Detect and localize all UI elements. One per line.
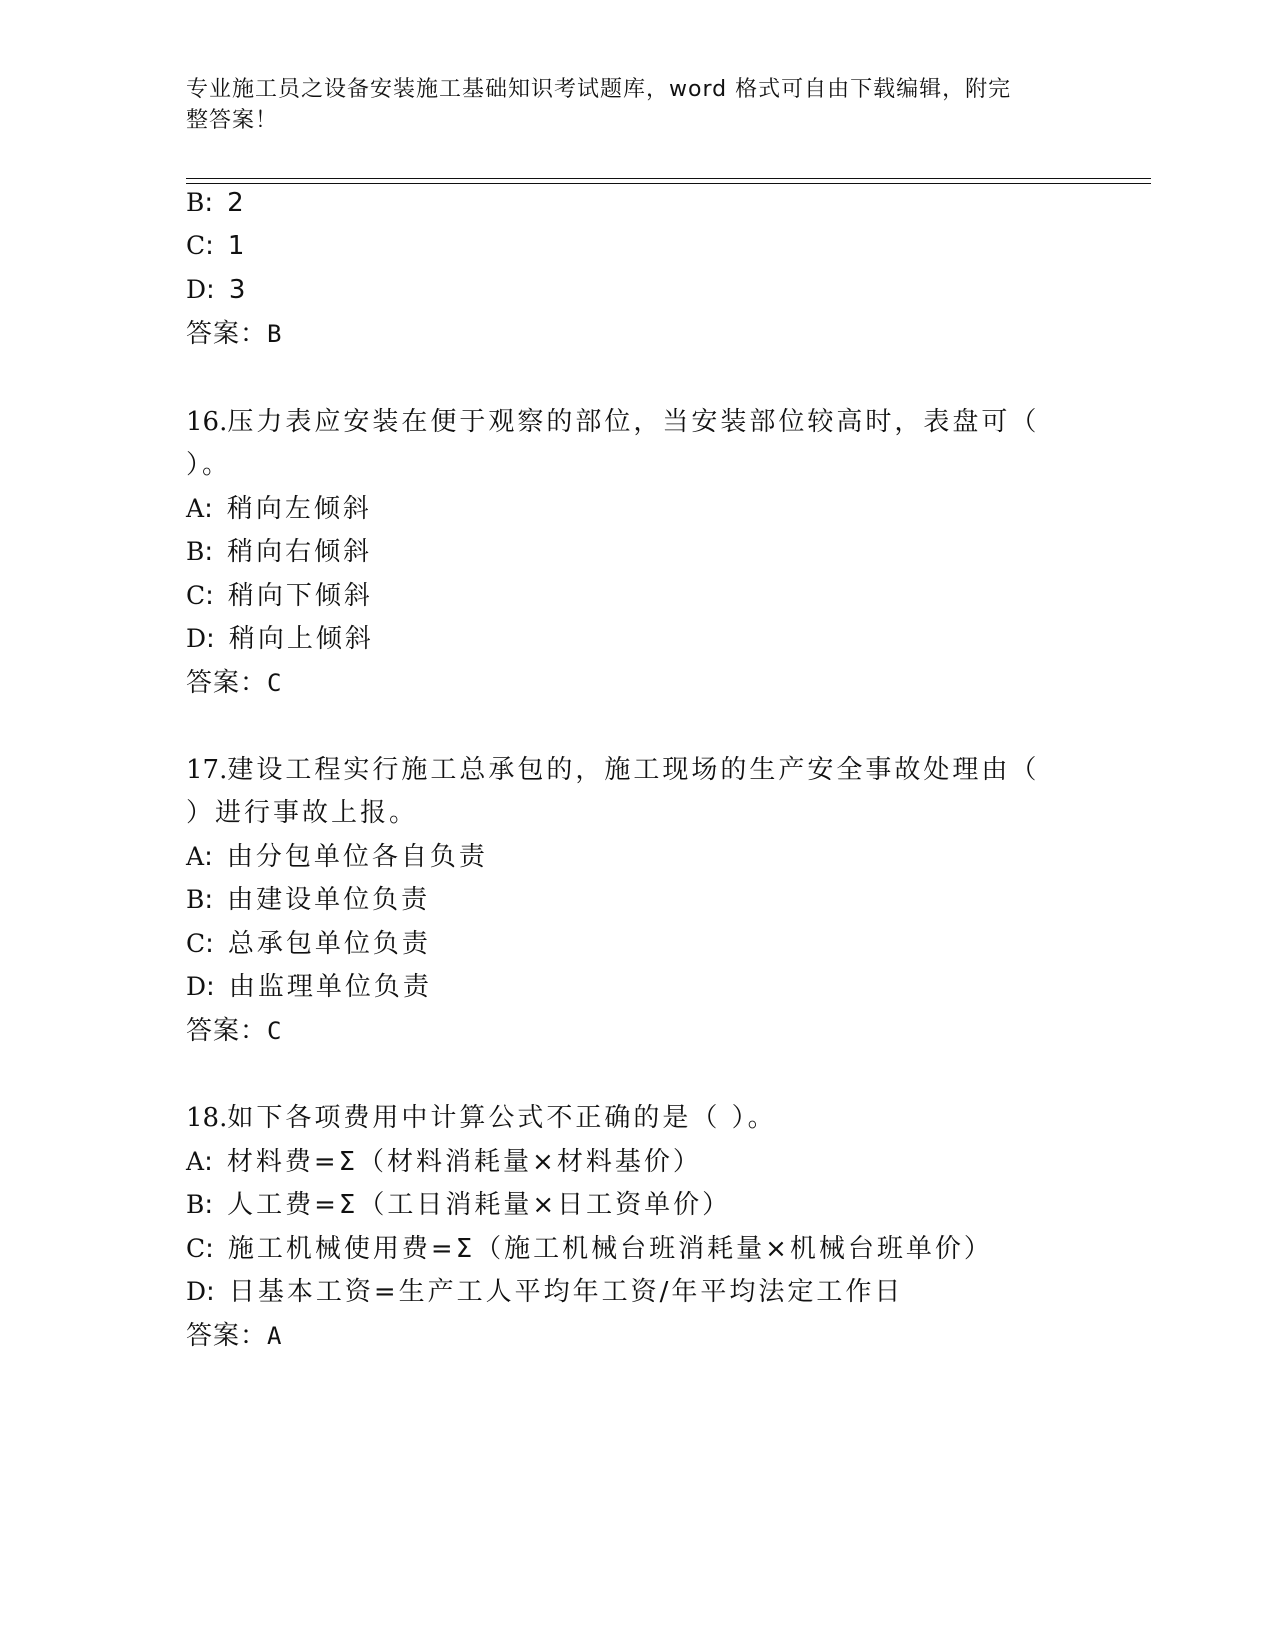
- option-d: D: 由监理单位负责: [186, 972, 432, 1002]
- option-a: A: 材料费=Σ（材料消耗量×材料基价）: [186, 1147, 702, 1177]
- option-c: C: 施工机械使用费=Σ（施工机械台班消耗量×机械台班单价）: [186, 1234, 993, 1264]
- option-b: B: 2: [186, 188, 247, 218]
- option-b: B: 由建设单位负责: [186, 885, 431, 915]
- answer-line: 答案：A: [186, 1321, 283, 1351]
- option-text: 施工机械使用费=Σ（施工机械台班消耗量×机械台班单价）: [227, 1234, 993, 1264]
- option-c: C: 总承包单位负责: [186, 929, 431, 959]
- answer-value: A: [267, 1322, 283, 1350]
- question-number: 16.: [186, 407, 228, 437]
- question-18-stem: 18.如下各项费用中计算公式不正确的是（ ）。: [186, 1103, 777, 1133]
- option-d: D: 3: [186, 275, 249, 305]
- option-text: 3: [228, 275, 249, 305]
- option-c: C: 稍向下倾斜: [186, 581, 373, 611]
- option-c: C: 1: [186, 231, 248, 261]
- option-text: 总承包单位负责: [227, 929, 431, 959]
- question-16-stem-cont: ）。: [186, 450, 232, 480]
- header-line-2: 整答案！: [186, 108, 279, 133]
- option-text: 2: [227, 188, 247, 218]
- option-text: 日基本工资=生产工人平均年工资/年平均法定工作日: [228, 1277, 904, 1307]
- option-text: 材料费=Σ（材料消耗量×材料基价）: [226, 1147, 702, 1177]
- option-text: 人工费=Σ（工日消耗量×日工资单价）: [227, 1190, 732, 1220]
- option-text: 稍向左倾斜: [226, 494, 372, 524]
- option-text: 稍向上倾斜: [228, 624, 374, 654]
- question-16-stem: 16.压力表应安装在便于观察的部位，当安装部位较高时，表盘可（: [186, 407, 1040, 437]
- option-d: D: 日基本工资=生产工人平均年工资/年平均法定工作日: [186, 1277, 904, 1307]
- option-text: 稍向下倾斜: [227, 581, 373, 611]
- option-text: 由分包单位各自负责: [226, 842, 488, 872]
- option-b: B: 稍向右倾斜: [186, 537, 373, 567]
- question-17-stem: 17.建设工程实行施工总承包的，施工现场的生产安全事故处理由（: [186, 755, 1040, 785]
- option-text: 由建设单位负责: [227, 885, 431, 915]
- option-text: 由监理单位负责: [228, 972, 432, 1002]
- answer-value: C: [267, 669, 283, 697]
- answer-value: C: [267, 1017, 283, 1045]
- question-number: 17.: [186, 755, 228, 785]
- document-header: [186, 74, 1066, 136]
- option-text: 1: [227, 231, 248, 261]
- option-a: A: 稍向左倾斜: [186, 494, 372, 524]
- answer-value: B: [267, 320, 283, 348]
- option-d: D: 稍向上倾斜: [186, 624, 374, 654]
- answer-line: 答案：B: [186, 319, 283, 349]
- option-b: B: 人工费=Σ（工日消耗量×日工资单价）: [186, 1190, 732, 1220]
- header-rule-top: [186, 178, 1151, 179]
- header-line-1: 专业施工员之设备安装施工基础知识考试题库，word 格式可自由下载编辑，附完: [186, 77, 1012, 102]
- answer-line: 答案：C: [186, 1016, 283, 1046]
- option-text: 稍向右倾斜: [227, 537, 373, 567]
- answer-line: 答案：C: [186, 668, 283, 698]
- header-rule-bottom: [186, 183, 1151, 184]
- option-a: A: 由分包单位各自负责: [186, 842, 488, 872]
- question-17-stem-cont: ）进行事故上报。: [186, 798, 419, 828]
- question-number: 18.: [186, 1103, 228, 1133]
